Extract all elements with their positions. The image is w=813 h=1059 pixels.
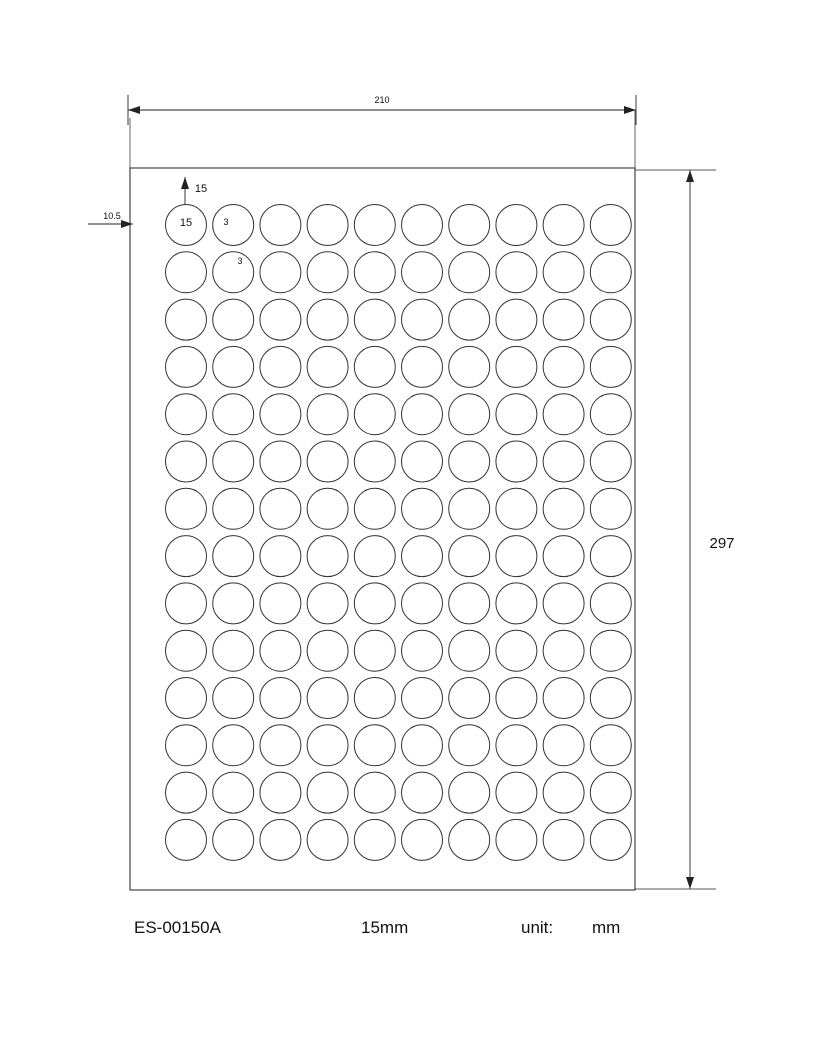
label-circle (166, 536, 207, 577)
label-circle (543, 725, 584, 766)
label-circle (449, 441, 490, 482)
label-circle (543, 346, 584, 387)
label-circle (260, 488, 301, 529)
label-circle (590, 346, 631, 387)
label-circle (260, 819, 301, 860)
label-circle (496, 394, 537, 435)
top-margin-label: 15 (194, 183, 208, 195)
label-circle (402, 346, 443, 387)
label-circle (260, 441, 301, 482)
label-circle (590, 583, 631, 624)
label-circle (307, 819, 348, 860)
label-circle (402, 630, 443, 671)
label-circle (496, 346, 537, 387)
label-circle (354, 678, 395, 719)
label-circle (307, 678, 348, 719)
label-circle (307, 630, 348, 671)
gap-horizontal-label: 3 (223, 217, 229, 227)
label-circle (213, 819, 254, 860)
label-circle (307, 299, 348, 340)
width-dimension-label: 210 (374, 95, 390, 105)
label-circle (402, 441, 443, 482)
label-circle (402, 583, 443, 624)
label-circle (354, 772, 395, 813)
label-circle (449, 678, 490, 719)
left-margin-dimension (88, 220, 133, 228)
left-margin-label: 10.5 (103, 211, 121, 221)
label-circle (590, 819, 631, 860)
label-circle (307, 536, 348, 577)
label-circle (166, 394, 207, 435)
label-circle (354, 630, 395, 671)
label-circle (543, 678, 584, 719)
label-circle (260, 346, 301, 387)
label-circle (402, 394, 443, 435)
label-circle (166, 299, 207, 340)
label-circle (307, 772, 348, 813)
label-circle (213, 583, 254, 624)
label-circle (260, 394, 301, 435)
width-dimension (128, 95, 636, 168)
label-circle (590, 772, 631, 813)
label-circle (354, 346, 395, 387)
label-circle (307, 394, 348, 435)
label-circle (166, 346, 207, 387)
label-circle (213, 488, 254, 529)
unit-value: mm (592, 918, 621, 937)
label-circle (449, 394, 490, 435)
label-circle (402, 205, 443, 246)
label-circle (402, 819, 443, 860)
label-circle (449, 819, 490, 860)
label-circle (213, 678, 254, 719)
label-circle (354, 394, 395, 435)
label-circle (402, 536, 443, 577)
label-circle (213, 299, 254, 340)
label-circle (354, 205, 395, 246)
gap-vertical-label: 3 (237, 256, 243, 266)
label-circle (543, 630, 584, 671)
label-circle (354, 488, 395, 529)
label-circle (307, 583, 348, 624)
label-circle (213, 394, 254, 435)
label-circle (449, 205, 490, 246)
label-circle (496, 299, 537, 340)
label-circle (354, 725, 395, 766)
label-circle (590, 394, 631, 435)
label-circle (307, 205, 348, 246)
height-dimension (635, 170, 716, 889)
label-circle (402, 772, 443, 813)
label-circle (496, 630, 537, 671)
label-circle (496, 252, 537, 293)
label-circle (402, 252, 443, 293)
label-circle (590, 299, 631, 340)
label-circle (260, 630, 301, 671)
label-circle (166, 252, 207, 293)
label-circle (449, 725, 490, 766)
label-circle (590, 252, 631, 293)
label-circle (543, 488, 584, 529)
label-circle (543, 252, 584, 293)
diameter-label: 15 (179, 217, 193, 229)
label-circle (496, 205, 537, 246)
label-circle (543, 441, 584, 482)
label-circle (166, 488, 207, 529)
label-circle (260, 725, 301, 766)
label-circle (166, 678, 207, 719)
label-circle (354, 441, 395, 482)
label-circle (449, 583, 490, 624)
label-circle (307, 488, 348, 529)
label-circle (260, 252, 301, 293)
label-circle (496, 441, 537, 482)
label-circle (449, 488, 490, 529)
label-circle (354, 583, 395, 624)
product-code: ES-00150A (134, 918, 221, 937)
label-circle (213, 441, 254, 482)
label-circle (166, 725, 207, 766)
label-circle (213, 346, 254, 387)
label-circle (543, 394, 584, 435)
label-circle (402, 299, 443, 340)
label-circle (260, 678, 301, 719)
label-circle (543, 819, 584, 860)
label-circle (354, 536, 395, 577)
label-circle (543, 205, 584, 246)
label-circle (543, 583, 584, 624)
label-circle (590, 205, 631, 246)
label-circle (449, 536, 490, 577)
label-circle (590, 725, 631, 766)
label-circle (449, 772, 490, 813)
label-circle (307, 725, 348, 766)
label-circle (354, 819, 395, 860)
label-circle (449, 630, 490, 671)
height-dimension-label: 297 (709, 535, 735, 552)
label-circle (260, 299, 301, 340)
label-circle (307, 441, 348, 482)
label-circle (166, 630, 207, 671)
label-circle (590, 678, 631, 719)
label-circle (496, 772, 537, 813)
label-circle (260, 583, 301, 624)
label-circle (402, 725, 443, 766)
label-circle (543, 299, 584, 340)
label-size: 15mm (361, 918, 409, 937)
label-circle (402, 488, 443, 529)
label-circle (449, 299, 490, 340)
label-circle (354, 299, 395, 340)
label-circle (543, 536, 584, 577)
label-circle (449, 346, 490, 387)
label-circle (449, 252, 490, 293)
label-circle (213, 630, 254, 671)
label-circle (213, 536, 254, 577)
label-circle (260, 205, 301, 246)
label-circle (260, 772, 301, 813)
label-circle (213, 725, 254, 766)
label-circle (496, 583, 537, 624)
label-circle (590, 630, 631, 671)
unit-label: unit: (521, 918, 554, 937)
label-circle (307, 346, 348, 387)
label-circle (402, 678, 443, 719)
label-circle (166, 441, 207, 482)
label-circle (354, 252, 395, 293)
label-circle (496, 678, 537, 719)
label-circle (166, 819, 207, 860)
label-circle (496, 536, 537, 577)
label-circle (496, 819, 537, 860)
label-circle (213, 772, 254, 813)
label-circle (307, 252, 348, 293)
label-circle (496, 725, 537, 766)
label-circle (496, 488, 537, 529)
label-circle (590, 441, 631, 482)
label-circle (166, 583, 207, 624)
label-circle (260, 536, 301, 577)
label-circle (213, 205, 254, 246)
label-circle (166, 772, 207, 813)
label-circle (590, 536, 631, 577)
label-circle (213, 252, 254, 293)
label-circle (543, 772, 584, 813)
label-circle (590, 488, 631, 529)
